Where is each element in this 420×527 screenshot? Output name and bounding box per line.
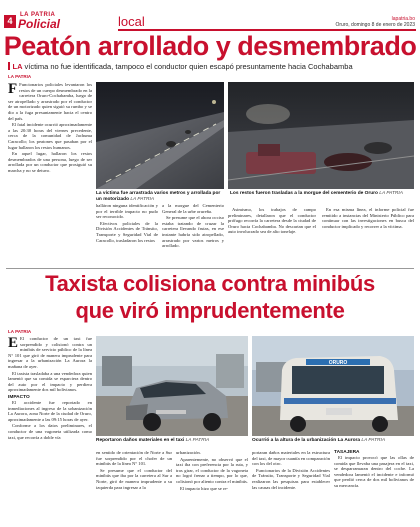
story2-col3-p1: Aparentemente, no observó que el taxi iba con preferencia por la ruta, y tras girar, el conductor de la vagoneta no logró frenar a tiempo, por lo que, colisionó por aliento contra el minibús. <box>176 456 248 484</box>
story2-col1-p1: El taxista trasladaba a una vendedora quien lamentó que su comida se esparciera dentro del auto por el impacto y perdiera aproximadamente dos mil bolivianos. <box>8 370 92 393</box>
story1-col1-p0: F Funcionarios policiales levantaron los restos de un cuerpo desmembrado en la carretera Oruro-Cochabamba, luego de ser atropellado y arrastrado por el conductor de un motorizado quien siguió su rumbo y se dio a la fuga presuntamente hacia el centro del país. <box>8 82 92 121</box>
photo-night-road <box>96 82 224 189</box>
story2-col1-p2: El accidente fue reportado en inmediaciones al ingreso de la urbanización La Aurora, zona Norte de la ciudad de Oruro, aproximadamente a las 09:15 horas de ayer. <box>8 399 92 422</box>
story1-col2-p0: halláron ninguna identificación y por el terrible impacto no pudo ser reconocido. <box>96 203 158 220</box>
story2-col2 <box>96 450 172 524</box>
taxi-image <box>96 336 248 436</box>
story2-col3-p2: El impacto hizo que se re- <box>180 485 229 491</box>
photo-taxi <box>96 336 248 436</box>
story2-col3-p0: urbanización. <box>176 450 201 455</box>
story1-subhead <box>8 62 418 71</box>
story1-col2-p1: Efectivos policiales de la División Accidentes de Tránsito, Transporte y Seguridad Vial de Caracollo, trasladaron los restos <box>96 220 158 243</box>
story1-col3 <box>162 203 224 265</box>
story2-col2-p1: Se presume que el conductor del minibús que iba por la carretera al Sur a Norte, giró de manera imprudente a su izquierda para ingresar a la <box>96 467 172 490</box>
story2-col1-p3: Conforme a los datos preliminares, el conductor de una vagoneta utilizada como taxi, que recorría a doble vía <box>8 423 92 440</box>
story1-col1-p1: El fatal incidente ocurrió aproximadamente a las 20:30 horas del viernes precedente, cerca de la comunidad de Jachuma Caracollo; los peatones que pasaban por el lugar hallaron los restos humanos. <box>8 122 92 150</box>
story2-col4-p1: Funcionarios de la División Accidentes de Tránsito, Transporte y Seguridad Vial realizaron las pesquisas para establecer las causas del incidente. <box>252 467 330 490</box>
page-number: 4 <box>4 15 16 28</box>
story2-headline-line1: Taxista colisiona contra minibús <box>45 271 375 296</box>
story1-headline: Peatón arrollado y desmembrado <box>3 31 417 61</box>
story-divider <box>6 268 414 269</box>
story1-source-tag: LA PATRIA <box>8 74 32 79</box>
story1-col2 <box>96 203 158 265</box>
story1-col1-p2: En aquel lugar, hallaron los restos desmembrados de una persona, luego de ser arrollada por un conductor que prosiguió su marcha y no se detuvo. <box>8 151 92 173</box>
remains-image <box>228 82 414 189</box>
photo-minibus <box>252 336 414 436</box>
brand-top: LA PATRIA <box>20 12 56 18</box>
story2-col4 <box>252 450 330 524</box>
story1-col4 <box>228 207 316 265</box>
subhead-bar <box>8 62 10 70</box>
story1-col5 <box>322 207 414 265</box>
story2-col5 <box>334 450 414 524</box>
story2-source-tag: LA PATRIA <box>8 329 32 334</box>
story1-col3-p0: a la morgue del Cementerio General de la urbe orureña. <box>162 203 224 214</box>
story2-headline-line2: que viró imprudentemente <box>75 298 345 323</box>
story1-col4-p0: Asimismo, los trabajos de campo preliminares, detallaron que el conductor prófugo recorría la carretera desde la ciudad de Oruro hacia Cochabamba. No descartan que el auto involucrado sea de alto tonelaje. <box>228 207 316 235</box>
section-label: local <box>118 14 145 29</box>
night-road-image <box>96 82 224 189</box>
story2-col3 <box>176 450 248 524</box>
story1-col5-p0: En esa misma línea, el informe policial fue remitido a instancias del Ministerio Público para continuar con las investigaciones en busca del conductor implicado y recorrer a la víctima. <box>322 207 414 229</box>
caption-taxi: Reportaron daños materiales en el taxi LA PATRIA <box>96 438 210 443</box>
subhead-tag: LA <box>12 62 23 71</box>
subhead-text: víctima no fue identificada, tampoco el conductor quien escapó presuntamente hacia Cochabamba <box>24 62 353 71</box>
dateline: Oruro, domingo 8 de enero de 2023 <box>335 22 415 28</box>
bus-sign: ORURO <box>328 360 348 366</box>
story2-col4-p0: portaran daños materiales en la estructura del taxi, de mayor cuantía en comparación con los del otro. <box>252 450 330 467</box>
caption-minibus: Ocurrió a la altura de la urbanización La Aurora LA PATRIA <box>252 438 386 443</box>
story2-col1-p0: E El conductor de un taxi fue sorprendido y colisionó contra un minibús de servicio público de la línea N° 101 que giró de manera imprudente para ingresar a la urbanización La Aurora la mañana de ayer. <box>8 336 92 369</box>
story1-col1 <box>8 82 92 266</box>
caption-remains: Los restos fueron trasladas a la morgue del cementerio de Oruro LA PATRIA <box>230 191 403 196</box>
site-url: lapatria.bo <box>391 16 415 22</box>
page-header <box>0 0 420 30</box>
caption-night-road: La víctima fue arrastrada varios metros y arrollada por un motorizado LA PATRIA <box>96 191 221 202</box>
drop-cap: F <box>8 82 18 97</box>
story2-col5-p0: El impacto provocó que las ollas de comida que llevaba una pasajera en el taxi, se desparramaran dentro del coche. La vendedora lamentó el incidente e informó que perdió cerca de dos mil bolivianos de su mercancía. <box>334 455 414 488</box>
photo-remains <box>228 82 414 189</box>
minibus-image <box>252 336 414 436</box>
impact-subhead: IMPACTO <box>8 394 30 400</box>
story1-col3-p1: Se presume que el ahora occiso estaba tratando de cruzar la carretera llevando frutas, en ese instante habría sido atropellado, arrastrado por varios metros y arrollado. <box>162 215 224 249</box>
story2-col2-p0: en sentido de orientación de Norte a Sur fue sorprendido por el chofer de un minibús de la línea N° 101. <box>96 450 172 467</box>
story2-col1 <box>8 336 92 524</box>
tasajera-subhead: TASAJERA <box>334 450 360 455</box>
brand-bottom: Policial <box>18 17 61 31</box>
drop-cap-2: E <box>8 336 19 351</box>
